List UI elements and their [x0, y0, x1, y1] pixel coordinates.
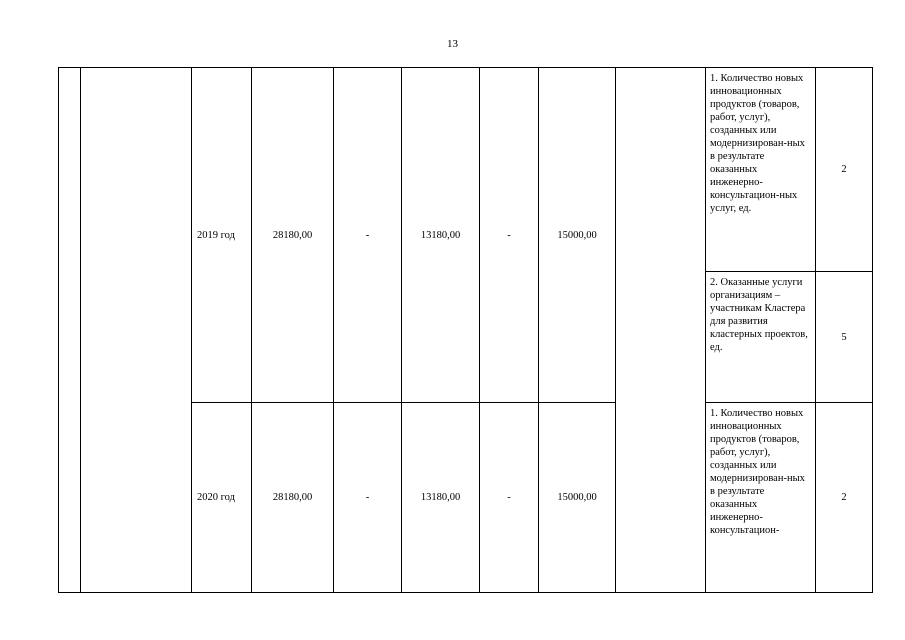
col-a-cell: - [334, 403, 402, 593]
year-cell: 2020 год [192, 403, 252, 593]
col-a-cell: - [334, 68, 402, 403]
number-cell [59, 68, 81, 593]
indicator-text-cell: 2. Оказанные услуги организациям – участникам Кластера для развития кластерных проектов, ед. [706, 272, 816, 403]
page-number: 13 [447, 38, 458, 50]
budget-table [58, 67, 873, 593]
indicator-value-cell: 5 [816, 272, 873, 403]
total-cell: 28180,00 [252, 403, 334, 593]
col-c-cell: - [480, 403, 539, 593]
col-d-cell: 15000,00 [539, 68, 616, 403]
indicator-text-cell: 1. Количество новых инновационных продуктов (товаров, работ, услуг), созданных или модернизирован-ных в результате оказанных инженерно-консультацион- [706, 403, 816, 593]
executor-cell [616, 68, 706, 593]
indicator-value-cell: 2 [816, 68, 873, 272]
col-b-cell: 13180,00 [402, 68, 480, 403]
table-row [59, 68, 873, 272]
year-cell: 2019 год [192, 68, 252, 403]
col-b-cell: 13180,00 [402, 403, 480, 593]
total-cell: 28180,00 [252, 68, 334, 403]
name-cell [81, 68, 192, 593]
col-d-cell: 15000,00 [539, 403, 616, 593]
indicator-text-cell: 1. Количество новых инновационных продуктов (товаров, работ, услуг), созданных или модернизирован-ных в результате оказанных инженерно-консультацион-ных услуг, ед. [706, 68, 816, 272]
indicator-value-cell: 2 [816, 403, 873, 593]
col-c-cell: - [480, 68, 539, 403]
